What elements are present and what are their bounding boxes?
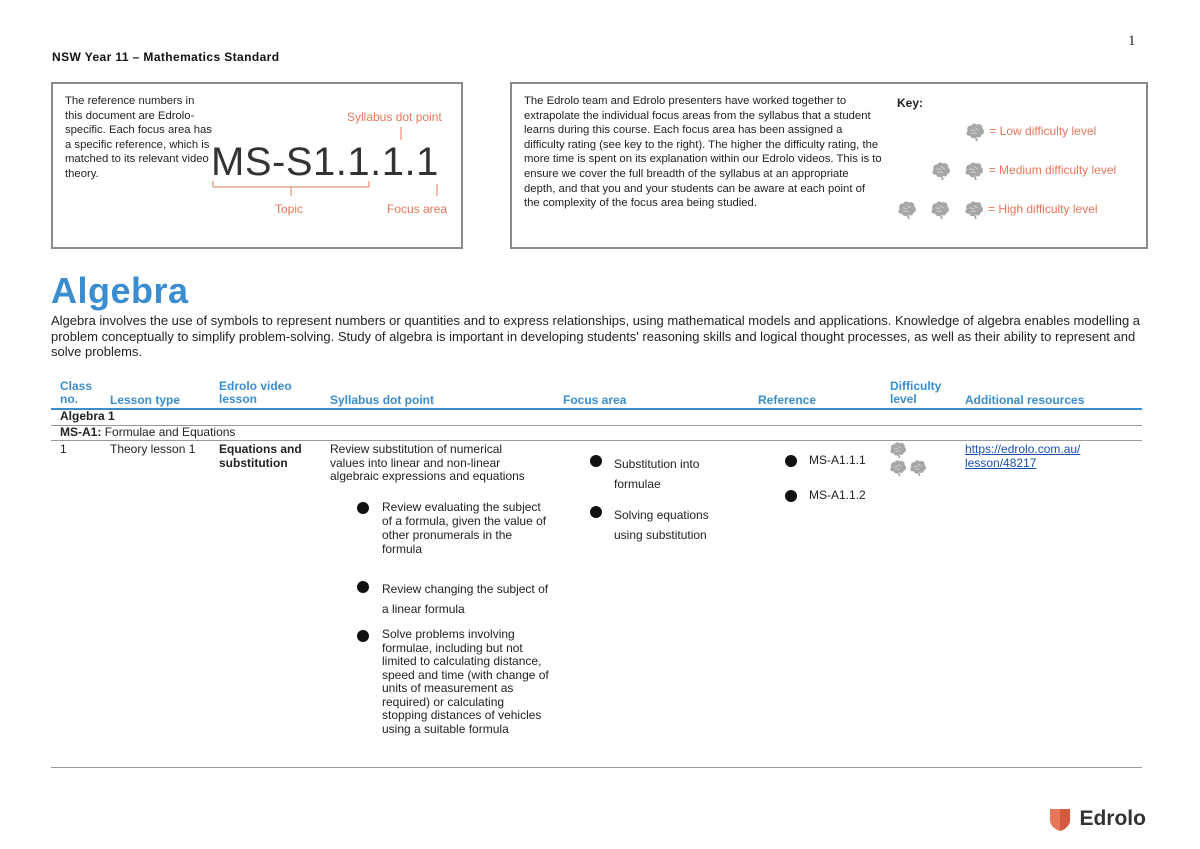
- key-low: [964, 122, 1096, 142]
- header-class-no: Class no.: [60, 379, 93, 406]
- page-number: 1: [1128, 33, 1136, 49]
- topic-label: Topic: [275, 202, 304, 216]
- syllabus-bullet: [382, 500, 550, 556]
- brain-icon: [896, 200, 918, 220]
- key-low-label: = Low difficulty level: [989, 124, 1097, 139]
- syllabus-dot-point-label: Syllabus dot point: [347, 110, 442, 124]
- brain-icon: [930, 161, 952, 181]
- key-high-label: = High difficulty level: [988, 202, 1098, 217]
- bullet-icon: [357, 630, 369, 642]
- brain-icon: [908, 459, 928, 477]
- header-divider: [51, 408, 1142, 410]
- brain-icon: [929, 200, 951, 220]
- class-no: 1: [60, 442, 67, 456]
- group-title: Algebra 1: [60, 409, 115, 423]
- edrolo-shield-icon: [1048, 806, 1072, 832]
- focus-area-label: Focus area: [387, 202, 448, 216]
- bullet-icon: [357, 581, 369, 593]
- brain-icon: [963, 200, 985, 220]
- reference-item: MS-A1.1.1: [809, 453, 866, 467]
- syllabus-bullet-text: Review evaluating the subject of a formula, given the value of other pronumerals in the formula: [382, 500, 547, 556]
- focus-area-item: Substitution into formulae: [614, 457, 700, 491]
- reference-item: MS-A1.1.2: [809, 488, 866, 502]
- resource-link-text[interactable]: https://edrolo.com.au/ lesson/48217: [965, 442, 1081, 470]
- example-reference: MS-S1.1.1.1: [211, 140, 439, 184]
- bullet-icon: [590, 455, 602, 467]
- focus-area-item: Solving equations using substitution: [614, 508, 709, 542]
- reference-info-text: The reference numbers in this document are Edrolo-specific. Each focus area has a specific reference, which is matched to its relevant video theory.: [65, 95, 212, 180]
- brain-icon: [963, 161, 985, 181]
- header-syllabus: Syllabus dot point: [330, 393, 434, 407]
- header-reference: Reference: [758, 393, 817, 407]
- lesson-type: Theory lesson 1: [110, 442, 196, 456]
- brain-icon: [964, 122, 986, 142]
- document-title: NSW Year 11 – Mathematics Standard: [52, 50, 280, 64]
- edrolo-logo: [1048, 806, 1146, 832]
- resource-link[interactable]: [965, 443, 1095, 470]
- key-medium: [930, 161, 1116, 181]
- logo-text: Edrolo: [1079, 807, 1146, 830]
- section-title: Algebra: [51, 270, 189, 311]
- bullet-icon: [785, 490, 797, 502]
- section-intro: Algebra involves the use of symbols to represent numbers or quantities and to express relationships, using mathematical models and applications. Knowledge of algebra enables modelling a problem conceptually to simplify problem-solving. Study of algebra is important in developing students' reasoning skills and logical thought processes, as well as their ability to represent and solve problems.: [51, 313, 1141, 360]
- header-lesson-type: Lesson type: [110, 393, 181, 407]
- subgroup-name: Formulae and Equations: [104, 425, 236, 439]
- subgroup-code: MS-A1:: [60, 425, 102, 439]
- key-high: [896, 200, 1098, 220]
- header-resources: Additional resources: [965, 393, 1085, 407]
- table-bottom-line: [51, 767, 1142, 768]
- key-medium-label: = Medium difficulty level: [988, 163, 1117, 178]
- header-video-lesson: Edrolo video lesson: [219, 379, 292, 406]
- brain-icon: [888, 459, 908, 477]
- syllabus-bullet-text: Solve problems involving formulae, including but not limited to calculating distance, speed and time (with change of units of measurement as required) or calculating stopping distances of vehicles using a suitable formula: [382, 627, 549, 736]
- reference-info-box: [51, 82, 463, 249]
- header-difficulty: Difficulty level: [890, 379, 942, 406]
- bullet-icon: [590, 506, 602, 518]
- subgroup-row: [60, 426, 235, 440]
- difficulty-info-text: The Edrolo team and Edrolo presenters have worked together to extrapolate the individual focus areas from the syllabus that a student learns during this course. Each focus area has been assigned a difficulty rating (see key to the right). The higher the difficulty rating, the more time is spent on its explanation within our Edrolo videos. This is to ensure we cover the full breadth of the syllabus at an appropriate depth, and that you and your students can be aware at each point of the complexity of the focus area being studied.: [524, 95, 882, 210]
- video-lesson: Equations and substitution: [219, 442, 302, 470]
- row-divider: [51, 440, 1142, 441]
- syllabus-bullet-text: Review changing the subject of a linear formula: [382, 582, 549, 616]
- difficulty-info-box: [510, 82, 1148, 249]
- header-focus-area: Focus area: [563, 393, 627, 407]
- syllabus-bullet: [382, 628, 550, 736]
- reference-bracket-lines: [53, 84, 463, 249]
- syllabus-bullet: [382, 579, 550, 619]
- syllabus-intro: Review substitution of numerical values into linear and non-linear algebraic expressions and equations: [330, 442, 525, 484]
- bullet-icon: [357, 502, 369, 514]
- key-title: Key:: [897, 96, 924, 110]
- brain-icon: [888, 441, 908, 459]
- bullet-icon: [785, 455, 797, 467]
